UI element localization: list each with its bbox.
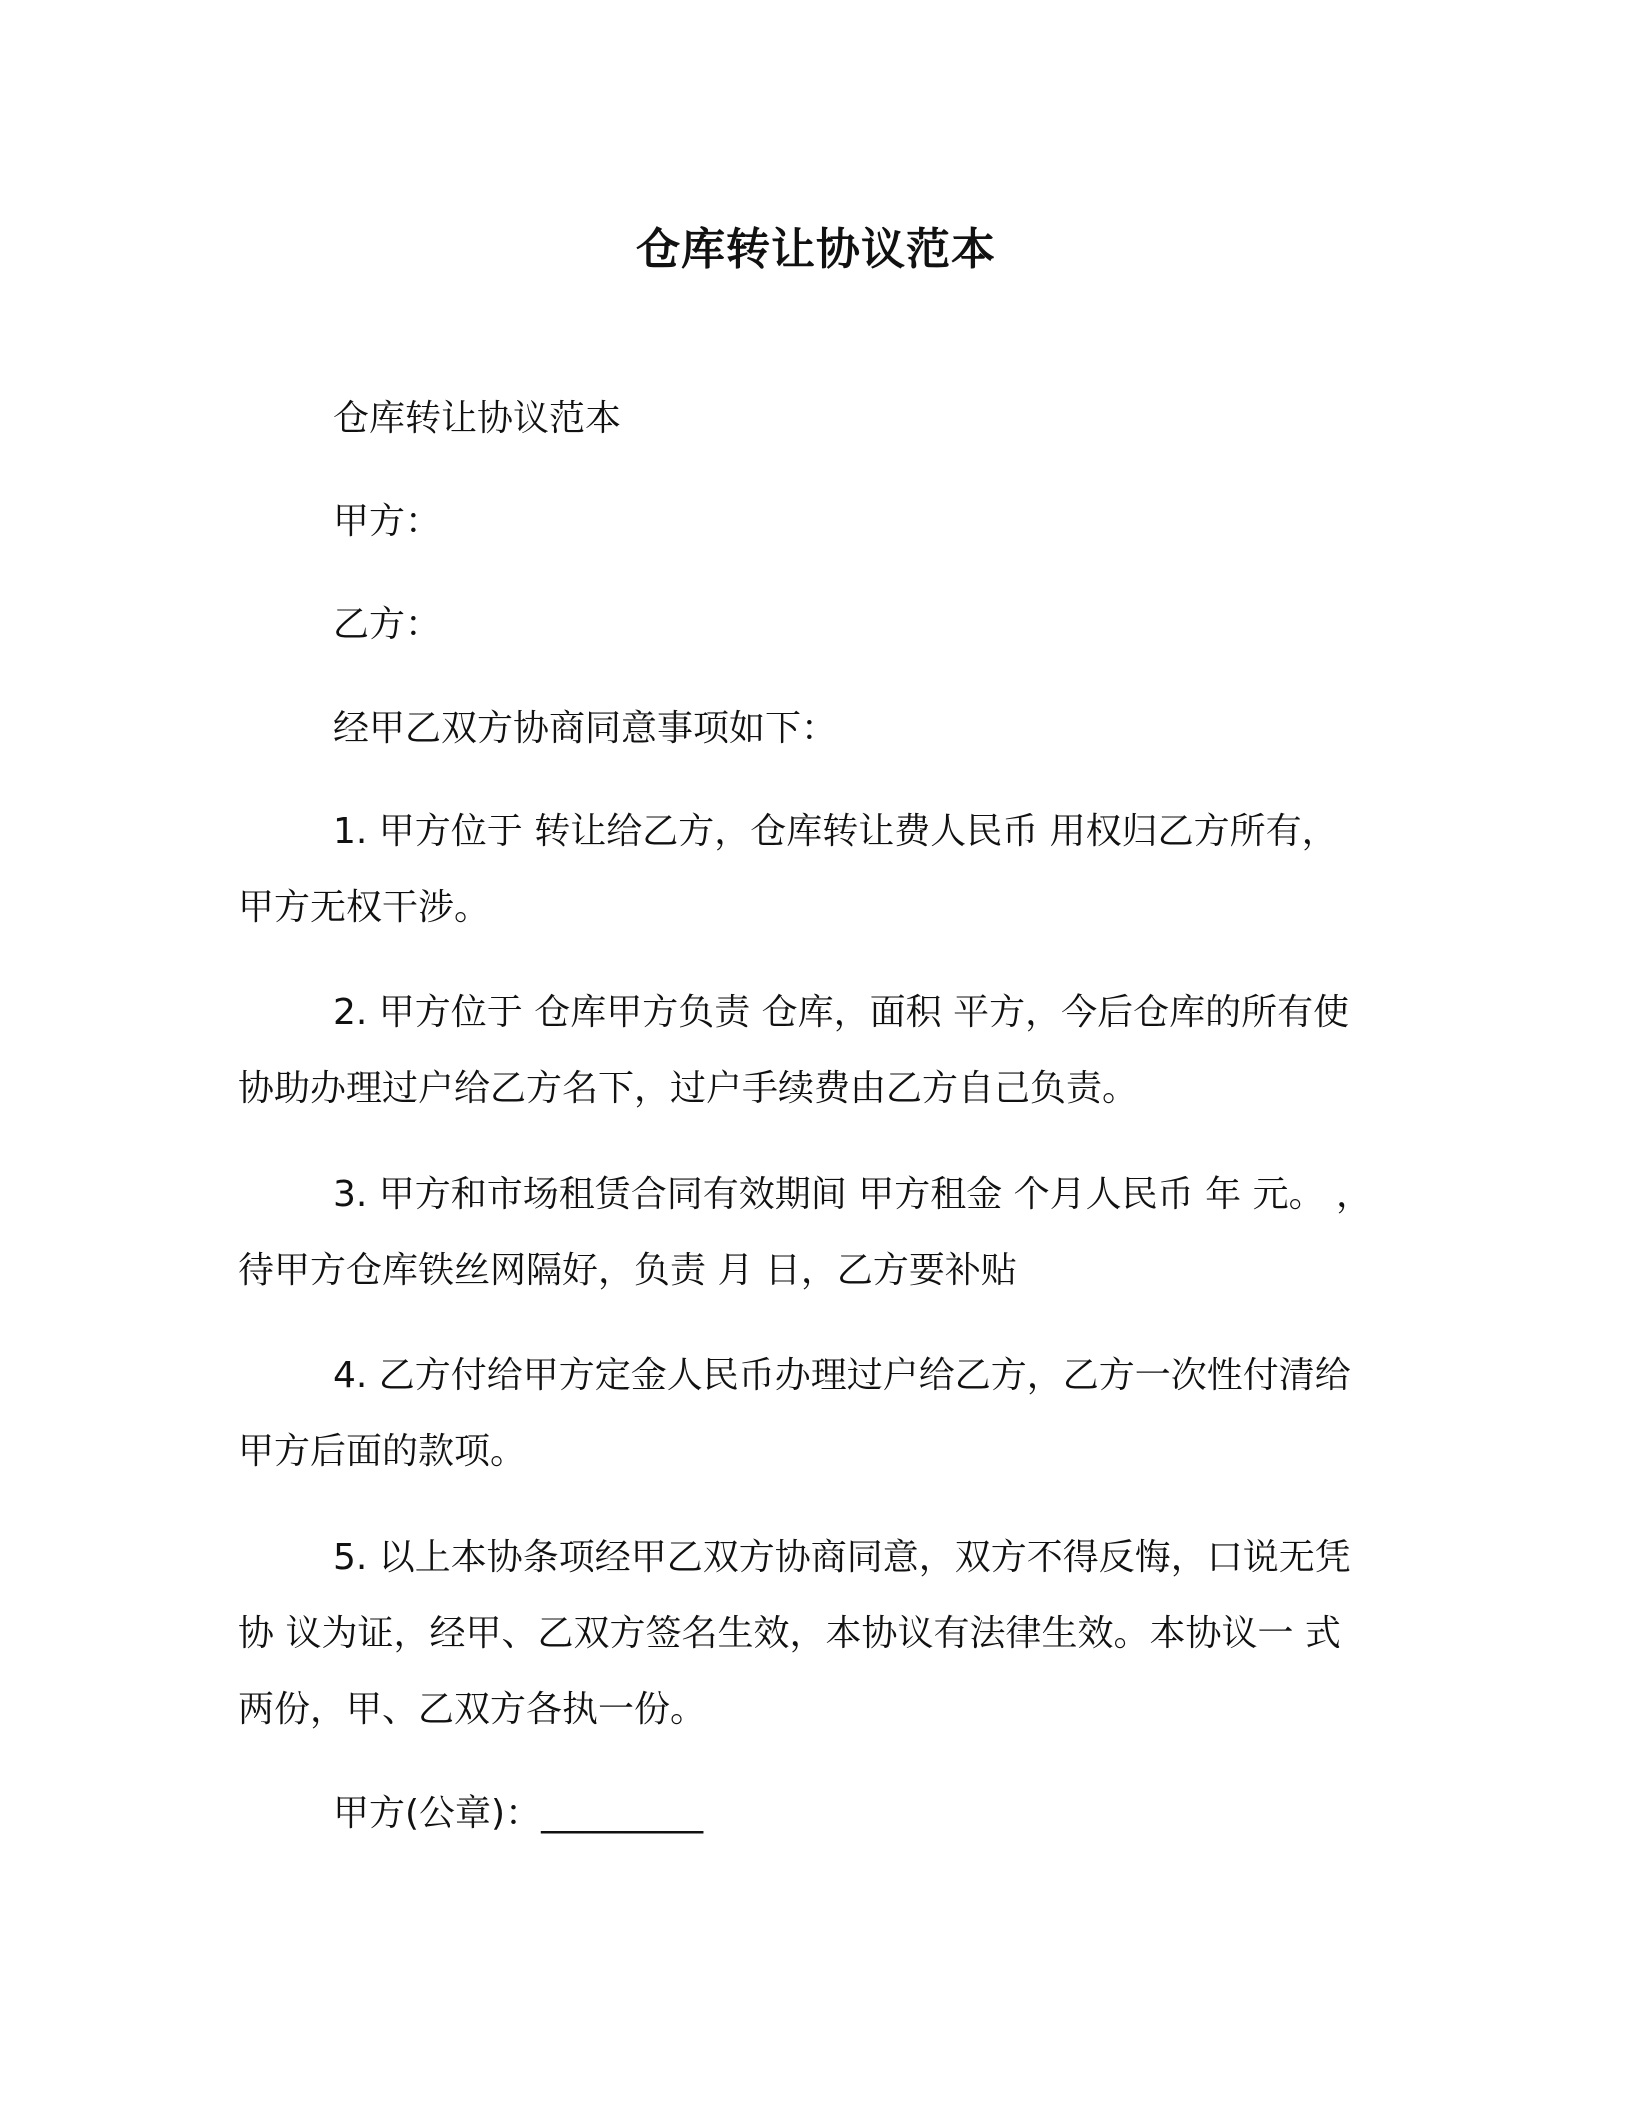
clause-3-line-2: 待甲方仓库铁丝网隔好，负责 月 日，乙方要补贴	[238, 1250, 1017, 1291]
clause-2-line-1: 2. 甲方位于 仓库甲方负责 仓库，面积 平方，今后仓库的所有使	[333, 992, 1350, 1033]
clause-4-line-1: 4. 乙方付给甲方定金人民币办理过户给乙方，乙方一次性付清给	[333, 1355, 1351, 1396]
party-a-label: 甲方：	[333, 501, 442, 542]
clause-5	[238, 1535, 1388, 1733]
clause-3-line-1: 3. 甲方和市场租赁合同有效期间 甲方租金 个月人民币 年 元。 ，	[333, 1174, 1373, 1215]
clause-1	[238, 809, 1388, 931]
clause-2	[238, 990, 1388, 1112]
clause-5-line-1: 5. 以上本协条项经甲乙双方协商同意，双方不得反悔，口说无凭	[333, 1537, 1351, 1578]
clause-4	[238, 1353, 1388, 1475]
clause-5-line-2: 协 议为证，经甲、乙双方签名生效，本协议有法律生效。本协议一 式	[238, 1613, 1341, 1654]
clause-5-line-3: 两份，甲、乙双方各执一份。	[238, 1689, 707, 1730]
clause-3	[238, 1172, 1388, 1294]
clause-2-line-2: 协助办理过户给乙方名下，过户手续费由乙方自己负责。	[238, 1068, 1139, 1109]
clause-1-line-2: 甲方无权干涉。	[238, 887, 491, 928]
document-subtitle: 仓库转让协议范本	[333, 398, 622, 439]
intro-text: 经甲乙双方协商同意事项如下：	[333, 708, 838, 749]
clause-1-line-1: 1. 甲方位于 转让给乙方，仓库转让费人民币 用权归乙方所有，	[333, 811, 1338, 852]
document-title: 仓库转让协议范本	[636, 224, 996, 275]
clause-4-line-2: 甲方后面的款项。	[238, 1431, 527, 1472]
party-a-signature: 甲方(公章)：_________	[333, 1793, 704, 1834]
party-b-label: 乙方：	[333, 604, 442, 645]
